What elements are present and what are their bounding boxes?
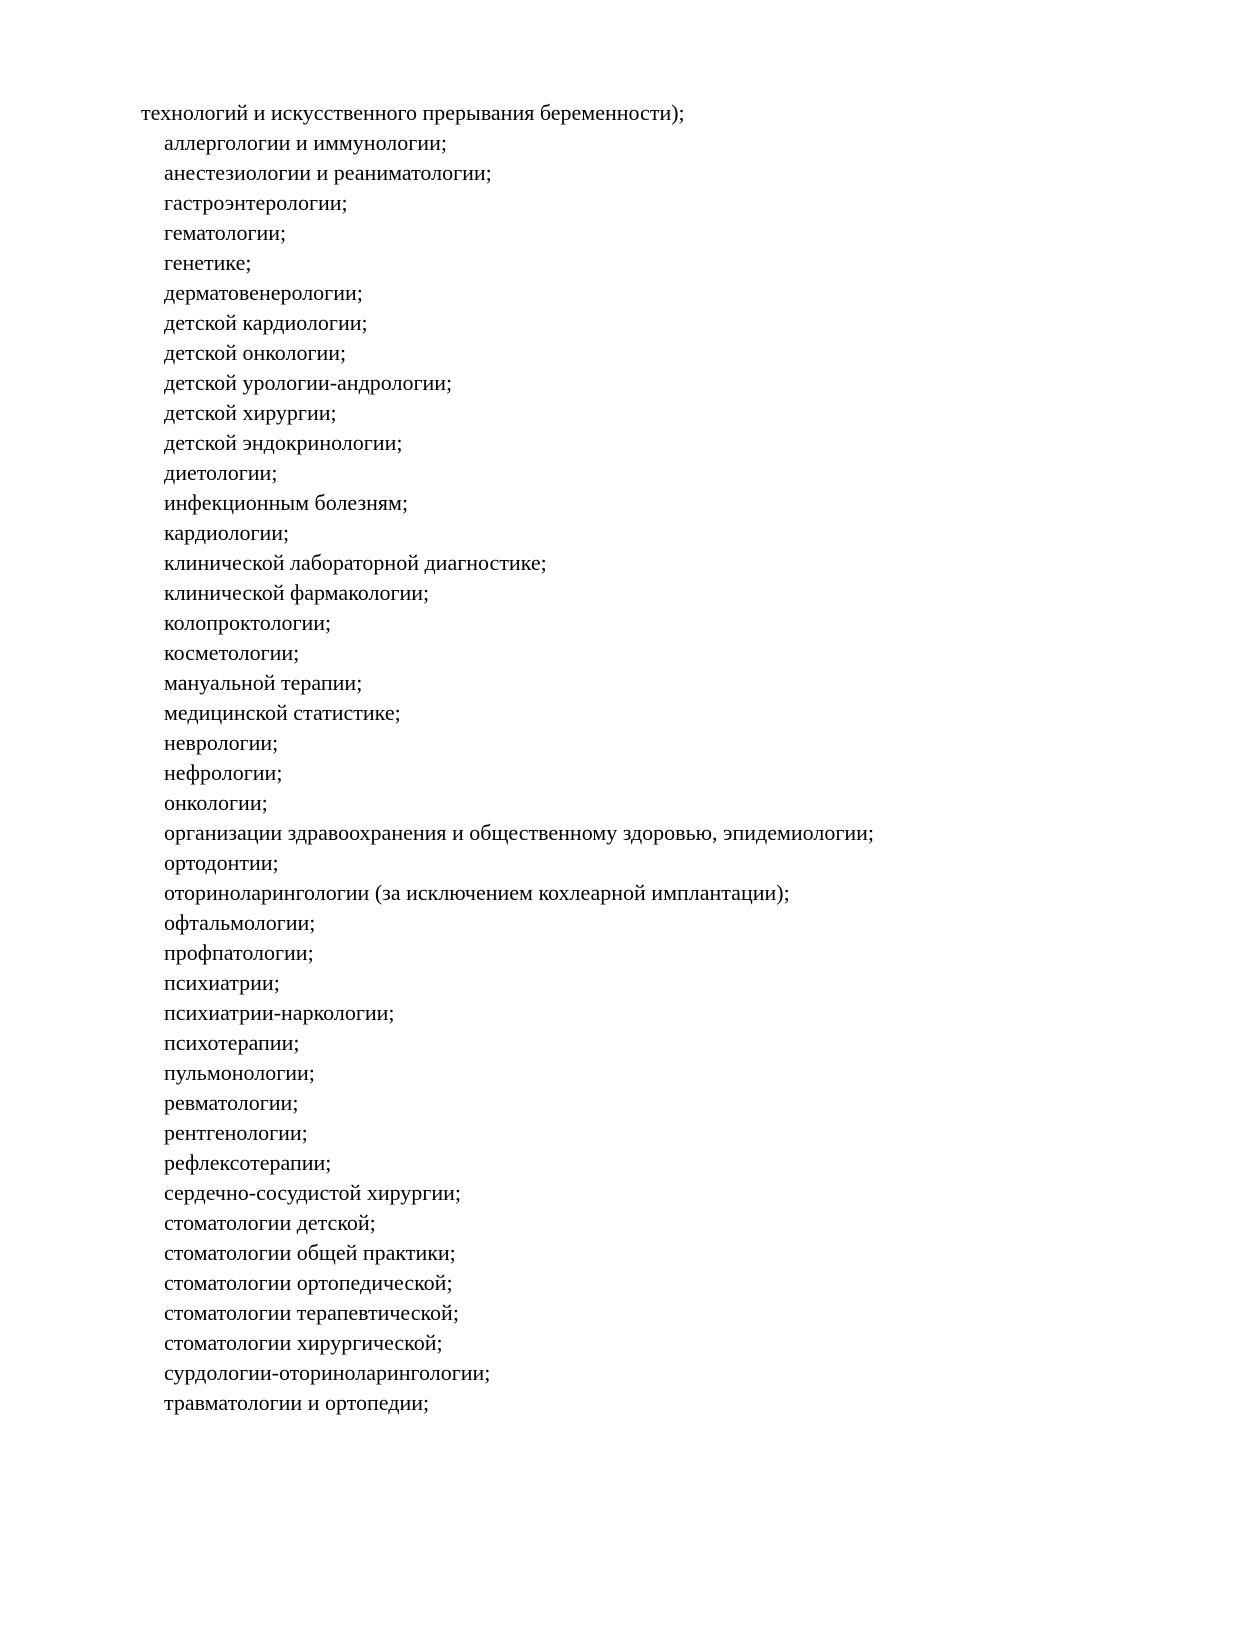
- list-item: травматологии и ортопедии;: [164, 1390, 430, 1415]
- list-item: оториноларингологии (за исключением кохлеарной имплантации);: [164, 880, 790, 905]
- list-item: неврологии;: [164, 730, 279, 755]
- list-item: медицинской статистике;: [164, 700, 401, 725]
- list-item: мануальной терапии;: [164, 670, 363, 695]
- list-item: ревматологии;: [164, 1090, 299, 1115]
- list-item: стоматологии терапевтической;: [164, 1300, 459, 1325]
- list-item: детской кардиологии;: [164, 310, 368, 335]
- list-item: офтальмологии;: [164, 910, 316, 935]
- list-item: анестезиологии и реаниматологии;: [164, 160, 492, 185]
- list-item: сурдологии-оториноларингологии;: [164, 1360, 491, 1385]
- specialties-list: [141, 98, 1161, 1418]
- list-item: ортодонтии;: [164, 850, 279, 875]
- list-item: психотерапии;: [164, 1030, 300, 1055]
- list-item: инфекционным болезням;: [164, 490, 409, 515]
- list-item: организации здравоохранения и общественному здоровью, эпидемиологии;: [164, 820, 875, 845]
- list-item: рефлексотерапии;: [164, 1150, 332, 1175]
- list-item: клинической лабораторной диагностике;: [164, 550, 547, 575]
- list-item: онкологии;: [164, 790, 268, 815]
- list-item: генетике;: [164, 250, 252, 275]
- list-item: клинической фармакологии;: [164, 580, 430, 605]
- continuation-line: технологий и искусственного прерывания беременности);: [141, 100, 685, 125]
- list-item: колопроктологии;: [164, 610, 332, 635]
- list-item: пульмонологии;: [164, 1060, 315, 1085]
- list-item: диетологии;: [164, 460, 278, 485]
- list-item: профпатологии;: [164, 940, 314, 965]
- list-item: сердечно-сосудистой хирургии;: [164, 1180, 461, 1205]
- list-item: кардиологии;: [164, 520, 290, 545]
- list-item: дерматовенерологии;: [164, 280, 363, 305]
- list-item: косметологии;: [164, 640, 300, 665]
- list-item: гематологии;: [164, 220, 287, 245]
- list-item: стоматологии общей практики;: [164, 1240, 456, 1265]
- list-item: рентгенологии;: [164, 1120, 308, 1145]
- list-item: нефрологии;: [164, 760, 283, 785]
- list-item: стоматологии детской;: [164, 1210, 376, 1235]
- list-item: стоматологии хирургической;: [164, 1330, 443, 1355]
- list-item: детской хирургии;: [164, 400, 337, 425]
- list-item: психиатрии-наркологии;: [164, 1000, 395, 1025]
- list-item: стоматологии ортопедической;: [164, 1270, 453, 1295]
- list-item: аллергологии и иммунологии;: [164, 130, 447, 155]
- list-item: детской урологии-андрологии;: [164, 370, 453, 395]
- list-item: гастроэнтерологии;: [164, 190, 348, 215]
- list-item: детской эндокринологии;: [164, 430, 403, 455]
- list-item: психиатрии;: [164, 970, 280, 995]
- list-item: детской онкологии;: [164, 340, 347, 365]
